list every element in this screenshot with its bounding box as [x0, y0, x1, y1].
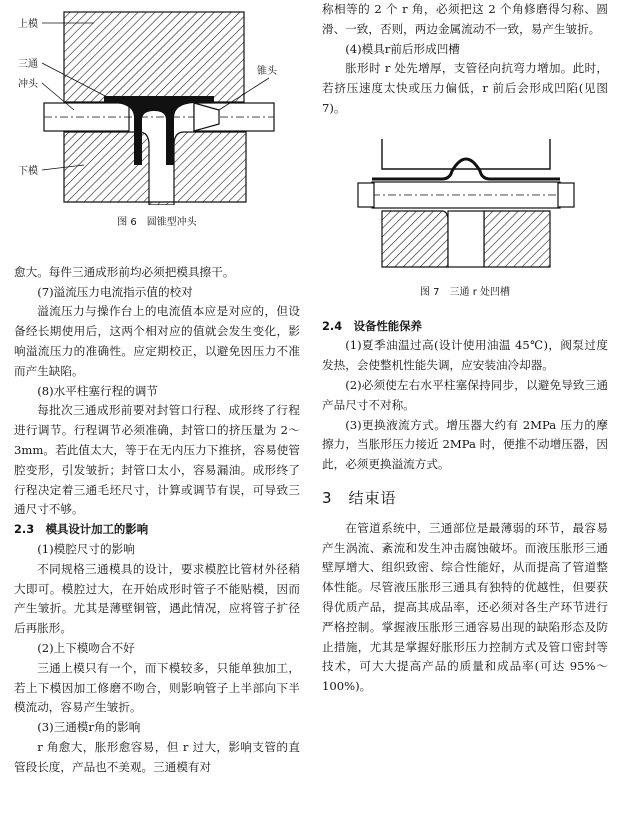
heading-8: (8)水平柱塞行程的调节: [37, 383, 158, 398]
section-3-conclusion: 3 结束语: [322, 488, 397, 507]
para-7: 溢流压力与操作台上的电流值本应是对应的，但设备经长期使用后，这两个相对应的值就会发生变化，影响溢流压力的准确性。应定期校正，以避免因压力不准而产生缺陷。: [14, 304, 300, 378]
lower-die: [64, 132, 246, 205]
section-2-3: 2.3 模具设计加工的影响: [14, 522, 149, 537]
figure-6-round-cone-punch: [14, 0, 300, 205]
heading-4: (4)模具r前后形成凹槽: [345, 41, 460, 56]
heading-3: (3)三通模r角的影响: [37, 720, 141, 735]
fig7-upper-die: [382, 139, 550, 169]
para-conclusion: 在管道系统中，三通部位是最薄弱的环节，最容易产生涡流、紊流和发生冲击腐蚀破坏。而液压胀形三通壁厚增大、组织致密、综合性能好，从而提高了管道整体性能。尽管液压胀形三通具有独特的优越性，但要获得优质产品，提高其成品率，还必须对各生产环节进行严格控制。掌握液压胀形三通容易出现的缺陷形态及防止措施，尤其是掌握好胀形压力控制方式及管口密封等技术，可大大提高产品的质量和成品率(可达 95%～100%)。: [322, 520, 608, 694]
figure-7-caption: 图 7 三通 r 处凹槽: [419, 286, 510, 298]
para-4: 胀形时 r 处先增厚，支管径向抗弯力增加。此时，若挤压速度太快或压力偏低，r 前后会形成凹陷(见图 7)。: [322, 61, 608, 115]
para-2-4-c: (3)更换液流方式。增压器大约有 2MPa 压力的摩擦力，当胀形压力接近 2MPa 时，便推不动增压器，因此，必须更换溢流方式。: [322, 417, 608, 472]
heading-2: (2)上下模吻合不好: [37, 640, 135, 655]
label-lower-die: 下模: [18, 166, 38, 177]
left-column: [14, 0, 300, 778]
para-3: r 角愈大，胀形愈容易，但 r 过大，影响支管的直管段长度，产品也不美观。三通模有对: [14, 739, 300, 774]
para-2-4-b: (2)必须使左右水平柱塞保持同步，以避免导致三通产品尺寸不对称。: [322, 377, 608, 412]
fig7-lower-die: [382, 211, 448, 267]
section-2-4: 2.4 设备性能保养: [322, 318, 422, 333]
para-continuation: 愈大。每件三通成形前均必须把模具擦干。: [14, 264, 235, 279]
label-cone-head: 锥头: [257, 66, 277, 77]
label-upper-die: 上模: [18, 19, 38, 30]
para-3-continued: 称相等的 2 个 r 角，必须把这 2 个角修磨得匀称、圆滑、一致，否则，两边金属流动不一致，易产生皱折。: [322, 2, 608, 36]
label-tee: 三通: [18, 59, 38, 70]
heading-1: (1)模腔尺寸的影响: [37, 541, 135, 556]
figure-6-caption: 图 6 圆锥型冲头: [117, 217, 197, 228]
para-2: 三通上模只有一个，而下模较多，只能单独加工，若上下模因加工修磨不吻合，则影响管子上半部向下半模流动，容易产生皱折。: [14, 660, 300, 715]
label-punch: 冲头: [18, 79, 38, 90]
para-1: 不同规格三通模具的设计，要求模腔比管材外径稍大即可。模腔过大，在开始成形时管子不能贴模，因而产生皱折。尤其是薄壁铜管，遇此情况，应将管子扩径后再胀形。: [14, 561, 300, 636]
heading-7: (7)溢流压力电流指示值的校对: [37, 284, 193, 299]
figure-7-tee-r-groove: [322, 127, 608, 277]
para-2-4-a: (1)夏季油温过高(设计使用油温 45℃)，阀泵过度发热，会使整机性能失调，应安装油冷却器。: [322, 338, 608, 373]
right-column: [322, 0, 608, 697]
para-8: 每批次三通成形前要对封管口行程、成形终了行程进行调节。行程调节必须准确，封管口的挤压量为 2～3mm。若此值太大，等于在无内压力下推挤，容易使管腔变形，引发皱折；封管口太小，容易漏油。成形终了行程决定着三通毛坯尺寸，计算或调节有误，可导致三通尺寸不够。: [14, 403, 300, 517]
